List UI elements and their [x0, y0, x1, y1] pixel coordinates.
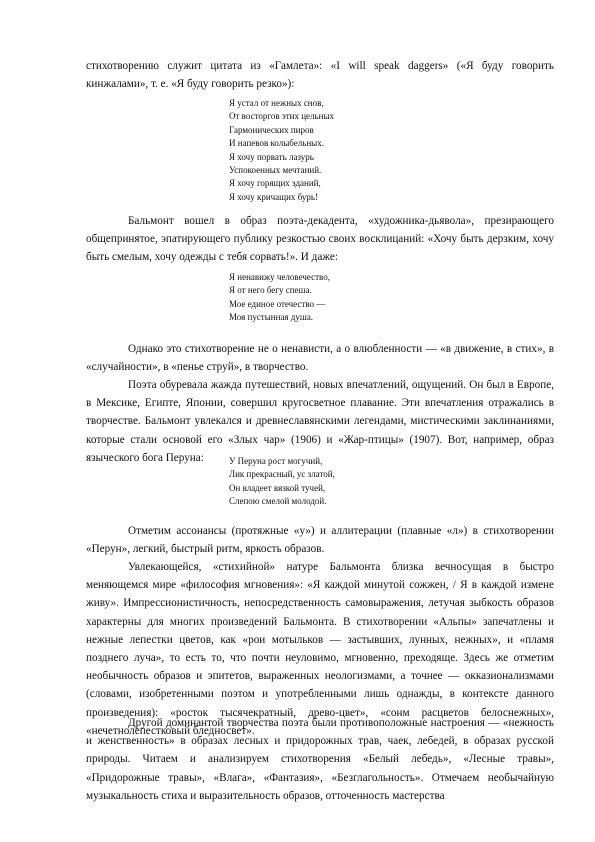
poem-perun: [229, 455, 529, 509]
poem-line: Моя пустынная душа.: [229, 312, 314, 323]
poem-line: Я от него бегу спеша.: [229, 285, 312, 296]
poem-line: Я ненавижу человечество,: [229, 272, 330, 282]
paragraph-travels: Поэта обуревала жажда путешествий, новых впечатлений, ощущений. Он был в Европе, в Мексике, Египте, Японии, совершил кругосветное плавание. Эти впечатления отражались в творчестве. Бальмонт увлекался и древнеславянскими легендами, мистическими заклинаниями, которые стали основой его «Злых чар» (1906) и «Жар-птицы» (1907). Вот, например, образ языческого бога Перуна:: [86, 379, 554, 464]
poem-line: Он владеет вязкой тучей,: [229, 482, 326, 493]
poem-line: Мое единое отечество —: [229, 298, 326, 309]
poem-line: От восторгов этих цельных: [229, 111, 335, 122]
poem-line: Я хочу горящих зданий,: [229, 178, 321, 189]
poem-line: У Перуна рост могучий,: [229, 456, 323, 466]
paragraph-assonance: Отметим ассонансы (протяжные «у») и аллитерации (плавные «л») в стихотворении «Перун», легкий, быстрый ритм, яркость образов.: [86, 525, 554, 556]
paragraph-intro-hamlet: стихотворению служит цитата из «Гамлета»: «I will speak daggers» («Я буду говорить кинжалами», т. е. «Я буду говорить резко»):: [86, 60, 554, 91]
poem-line: Я хочу порвать лазурь: [229, 151, 314, 162]
poem-line: И напевов колыбельных.: [229, 138, 324, 149]
poem-line: Гармонических пиров: [229, 124, 314, 135]
poem-line: Я хочу кричащих бурь!: [229, 191, 318, 202]
poem-line: Лик прекрасный, ус златой,: [229, 469, 335, 480]
paragraph-philosophy-of-moment: Увлекающейся, «стихийной» натуре Бальмонта близка вечносущая в быстро меняющемся мире «философия мгновения»: «Я каждой минутой сожжен, / Я в каждой измене живу». Импрессионистичность, непосредственность самовыражения, летучая зыбкость образов характерны для многих произведений Бальмонта. В стихотворении «Альпы» запечатлены и нежные лепестки цветов, как «рои мотыльков — застывших, лунных, нежных», и «пламя позднего луча», то есть то, что почти неуловимо, мгновенно, преходяще. Здесь же отметим необычность образов и эпитетов, выраженных неологизмами, а точнее — окказионализмами (словами, изобретенными поэтом и употребленными лишь однажды, в контексте данного произведения): «росток тысячекратный, древо-цвет», «сонм расцветов белоснежных», «нечетнолепестковый бледносвет».: [86, 561, 554, 737]
poem-line: Успокоенных мечтаний.: [229, 165, 322, 176]
poem-line: Слепою смелой молодой.: [229, 496, 327, 507]
poem-i-am-tired: [229, 97, 529, 204]
paragraph-about-love: Однако это стихотворение не о ненависти, а о влюбленности — «в движение, в стих», в «случайности», в «пенье струй», в творчество.: [86, 343, 554, 374]
paragraph-tenderness: Другой доминантой творчества поэта были противоположные настроения — «нежность и женственность» в образах лесных и придорожных трав, чаек, лебедей, в образах русской природы. Читаем и анализируем стихотворения «Белый лебедь», «Лесные травы», «Придорожные травы», «Влага», «Фантазия», «Безглагольность». Отмечаем необычайную музыкальность стиха и выразительность образов, отточенность мастерства: [86, 717, 554, 802]
poem-i-hate-humanity: [229, 271, 529, 325]
paragraph-decadent-poet: Бальмонт вошел в образ поэта-декадента, «художника-дьявола», презирающего общепринятое, эпатирующего публику резкостью своих восклицаний: «Хочу быть дерзким, хочу быть смелым, хочу одежды с тебя сорвать!». И даже:: [86, 215, 554, 264]
poem-line: Я устал от нежных снов,: [229, 98, 324, 108]
